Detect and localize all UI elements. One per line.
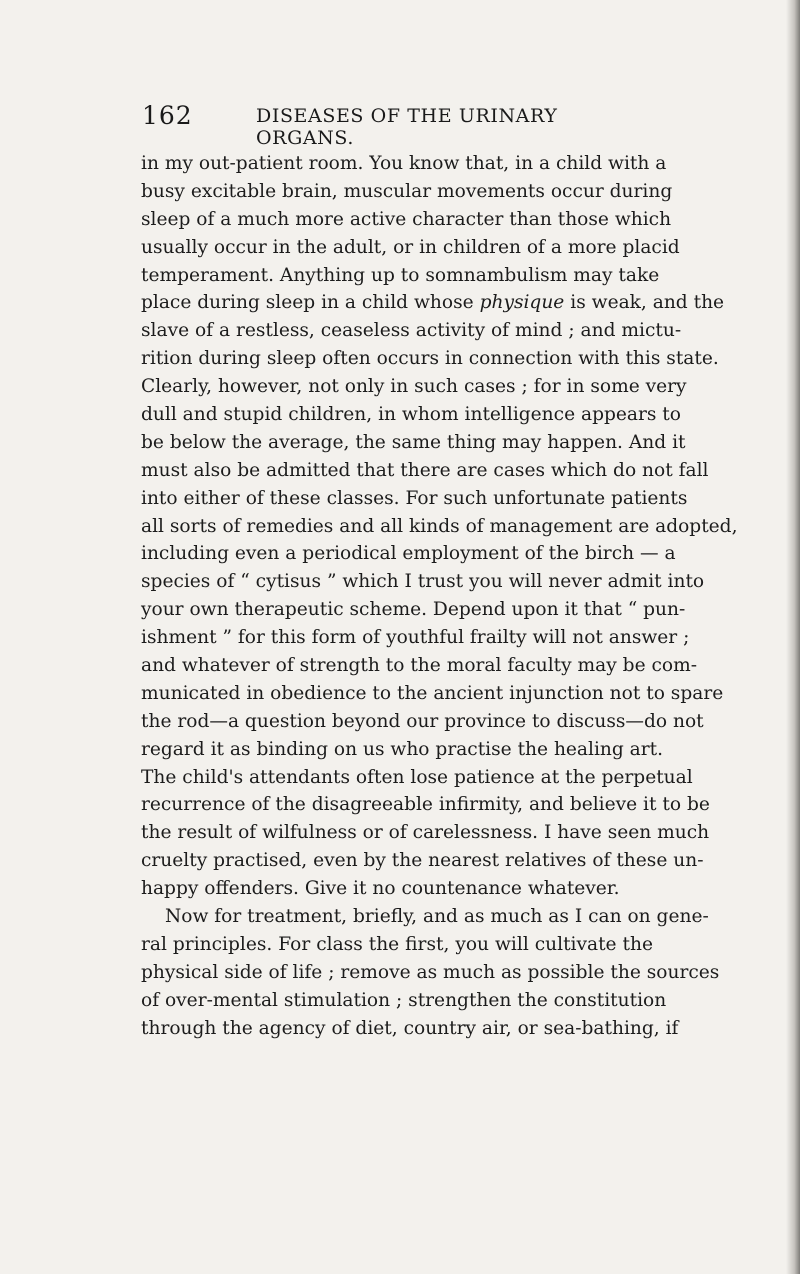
text-segment: is weak, and the [570,292,725,314]
text-line: into either of these classes. For such unfortunate patients [141,487,688,509]
text-line: be below the average, the same thing may happen. And it [141,431,686,453]
text-line: your own therapeutic scheme. Depend upon it that “ pun- [141,599,686,621]
text-segment: place during sleep in a child whose [141,292,474,314]
text-line: temperament. Anything up to somnambulism may take [141,264,660,286]
italic-word: physique [479,292,565,314]
text-line: physical side of life ; remove as much as possible the sources [141,961,720,983]
running-head: DISEASES OF THE URINARY ORGANS. [256,105,558,149]
text-line: in my out-patient room. You know that, in a child with a [141,153,667,174]
text-line: The child's attendants often lose patience at the perpetual [141,766,693,788]
text-line: ishment ” for this form of youthful frailty will not answer ; [141,627,690,649]
text-line: Clearly, however, not only in such cases ; for in some very [141,376,687,398]
page-header [142,101,652,149]
text-line: happy offenders. Give it no countenance whatever. [141,878,620,900]
text-line: ral principles. For class the first, you will cultivate the [141,933,653,955]
text-line: including even a periodical employment of the birch — a [141,543,676,565]
page-edge-shadow [786,0,800,1274]
text-line: recurrence of the disagreeable infirmity, and believe it to be [141,794,710,816]
text-line: sleep of a much more active character than those which [141,208,672,230]
page-number: 162 [142,101,193,130]
text-line: usually occur in the adult, or in children of a more placid [141,236,680,258]
text-line: all sorts of remedies and all kinds of management are adopted, [141,515,738,537]
text-line [141,289,725,317]
text-line: dull and stupid children, in whom intelligence appears to [141,404,681,426]
text-line: the rod—a question beyond our province to discuss—do not [141,710,704,732]
text-line: slave of a restless, ceaseless activity of mind ; and mictu- [141,320,682,342]
text-line: the result of wilfulness or of carelessness. I have seen much [141,822,710,844]
text-line: Now for treatment, briefly, and as much as I can on gene- [165,906,709,928]
text-line: must also be admitted that there are cases which do not fall [141,459,709,481]
text-line: regard it as binding on us who practise the healing art. [141,738,664,760]
text-line: busy excitable brain, muscular movements occur during [141,180,673,202]
text-line: and whatever of strength to the moral faculty may be com- [141,655,698,677]
text-line: through the agency of diet, country air, or sea-bathing, if [141,1017,679,1039]
text-line: of over-mental stimulation ; strengthen the constitution [141,989,667,1011]
text-line: municated in obedience to the ancient injunction not to spare [141,682,724,704]
text-line: rition during sleep often occurs in connection with this state. [141,348,719,370]
text-line: cruelty practised, even by the nearest relatives of these un- [141,850,704,872]
text-line: species of “ cytisus ” which I trust you will never admit into [141,571,705,593]
body-text [141,150,738,1043]
